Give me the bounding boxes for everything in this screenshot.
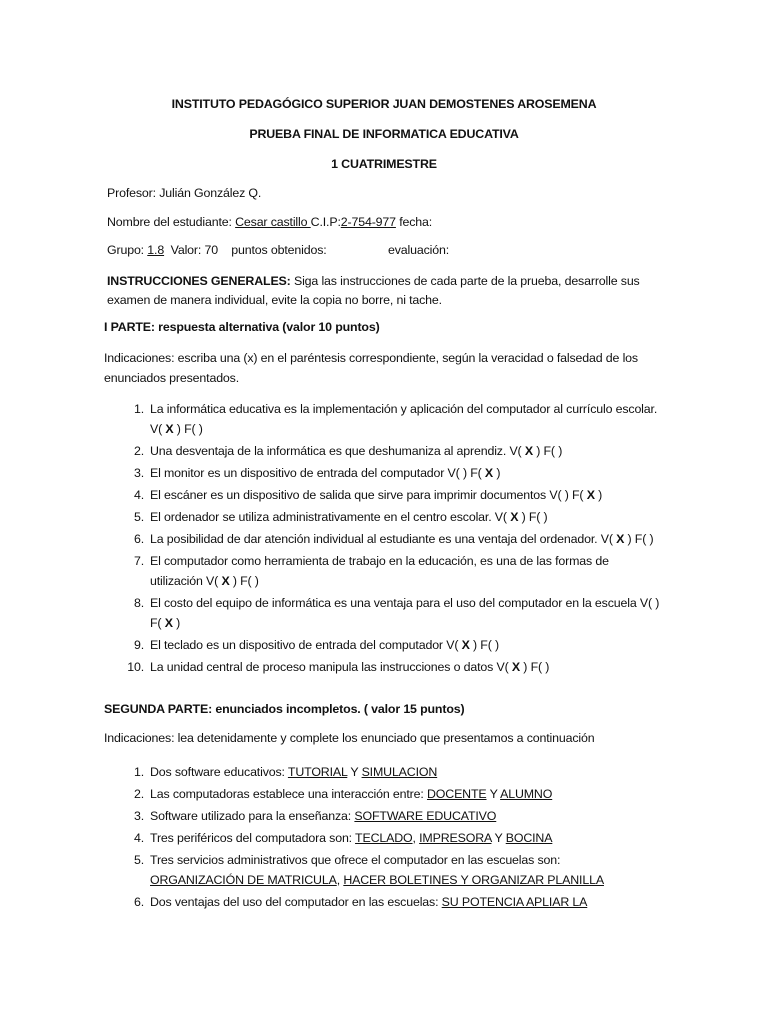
part1-list: [104, 399, 664, 679]
answer: BOCINA: [505, 831, 553, 845]
list-item: 2. Una desventaja de la informática es que deshumaniza al aprendiz. V( X ) F( ): [133, 444, 563, 458]
list-item: 9. El teclado es un dispositivo de entrada del computador V( X ) F( ): [133, 638, 499, 652]
cip-value: 2-754-977: [340, 215, 396, 229]
part2-indications: Indicaciones: lea detenidamente y complete los enunciado que presentamos a continuación: [104, 731, 595, 745]
list-item: 6. La posibilidad de dar atención individual al estudiante es una ventaja del ordenador. V( X ) F( ): [133, 532, 654, 546]
grupo-value: 1.8: [147, 243, 165, 257]
valor-label: Valor: 70: [164, 243, 218, 257]
list-item: 1. La informática educativa es la implementación y aplicación del computador al currículo escolar. V( X ) F( ): [133, 402, 658, 436]
answer: DOCENTE: [426, 787, 487, 801]
profesor-label: Profesor:: [107, 186, 160, 200]
profesor-line: [107, 186, 261, 200]
list-item: 3. El monitor es un dispositivo de entrada del computador V( ) F( X ): [133, 466, 501, 480]
list-item: 8. El costo del equipo de informática es una ventaja para el uso del computador en la escuela V( ) F( X ): [133, 596, 660, 630]
answer: SIMULACION: [361, 765, 438, 779]
answer: ORGANIZACIÓN DE MATRICULA: [150, 873, 337, 887]
general-instructions: [107, 272, 647, 310]
list-item: 5. El ordenador se utiliza administrativamente en el centro escolar. V( X ) F( ): [133, 510, 548, 524]
answer: TUTORIAL: [287, 765, 348, 779]
answer: SOFTWARE EDUCATIVO: [354, 809, 497, 823]
puntos-label: puntos obtenidos:: [231, 243, 327, 257]
fecha-label: fecha:: [395, 215, 433, 229]
student-label: Nombre del estudiante:: [107, 215, 236, 229]
instructions-text: Siga las instrucciones de cada parte de la prueba, desarrolle sus examen de manera individual, evite la copia no borre, ni tache.: [107, 274, 640, 307]
answer: TECLADO: [355, 831, 413, 845]
list-item: 4. Tres periféricos del computadora son: TECLADO, IMPRESORA Y BOCINA: [133, 831, 553, 845]
profesor-value: Julián González Q.: [159, 186, 262, 200]
answer: HACER BOLETINES Y ORGANIZAR PLANILLA: [343, 873, 604, 887]
answer: ALUMNO: [500, 787, 553, 801]
answer: IMPRESORA: [419, 831, 492, 845]
part2-title-text: enunciados incompletos. ( valor 15 puntos): [212, 702, 465, 716]
term-title: 1 CUATRIMESTRE: [331, 157, 437, 171]
list-item: 7. El computador como herramienta de trabajo en la educación, es una de las formas de utilización V( X ) F( ): [133, 554, 609, 588]
list-item: 3. Software utilizado para la enseñanza: SOFTWARE EDUCATIVO: [133, 809, 497, 823]
list-item: 10. La unidad central de proceso manipula las instrucciones o datos V( X ) F( ): [127, 660, 550, 674]
student-line: [107, 215, 432, 229]
list-item: 4. El escáner es un dispositivo de salida que sirve para imprimir documentos V( ) F( X ): [133, 488, 603, 502]
part2-label: SEGUNDA PARTE:: [104, 702, 213, 716]
list-item: 2. Las computadoras establece una interacción entre: DOCENTE Y ALUMNO: [133, 787, 553, 801]
exam-title: PRUEBA FINAL DE INFORMATICA EDUCATIVA: [249, 127, 519, 141]
instructions-label: INSTRUCCIONES GENERALES:: [107, 274, 291, 288]
grupo-label: Grupo:: [107, 243, 148, 257]
cip-label: C.I.P:: [310, 215, 341, 229]
part1-indications: Indicaciones: escriba una (x) en el paréntesis correspondiente, según la veracidad o falsedad de los enunciados presentados.: [104, 351, 638, 385]
part2-title: [104, 702, 464, 716]
institution-title: INSTITUTO PEDAGÓGICO SUPERIOR JUAN DEMOSTENES AROSEMENA: [171, 97, 597, 111]
student-name: Cesar castillo: [235, 215, 311, 229]
evaluacion-label: evaluación:: [388, 243, 450, 257]
answer: SU POTENCIA APLIAR LA: [441, 895, 588, 909]
list-item: 1. Dos software educativos: TUTORIAL Y SIMULACION: [133, 765, 438, 779]
part1-title: I PARTE: respuesta alternativa (valor 10 puntos): [104, 320, 380, 334]
list-item: 5. Tres servicios administrativos que ofrece el computador en las escuelas son: ORGANIZACIÓN DE MATRICULA, HACER BOLETINES Y ORGANIZAR PLANILLA: [133, 853, 604, 887]
list-item: 6. Dos ventajas del uso del computador en las escuelas: SU POTENCIA APLIAR LA: [133, 895, 588, 909]
grupo-line: [107, 243, 327, 257]
part2-list: [104, 762, 664, 914]
